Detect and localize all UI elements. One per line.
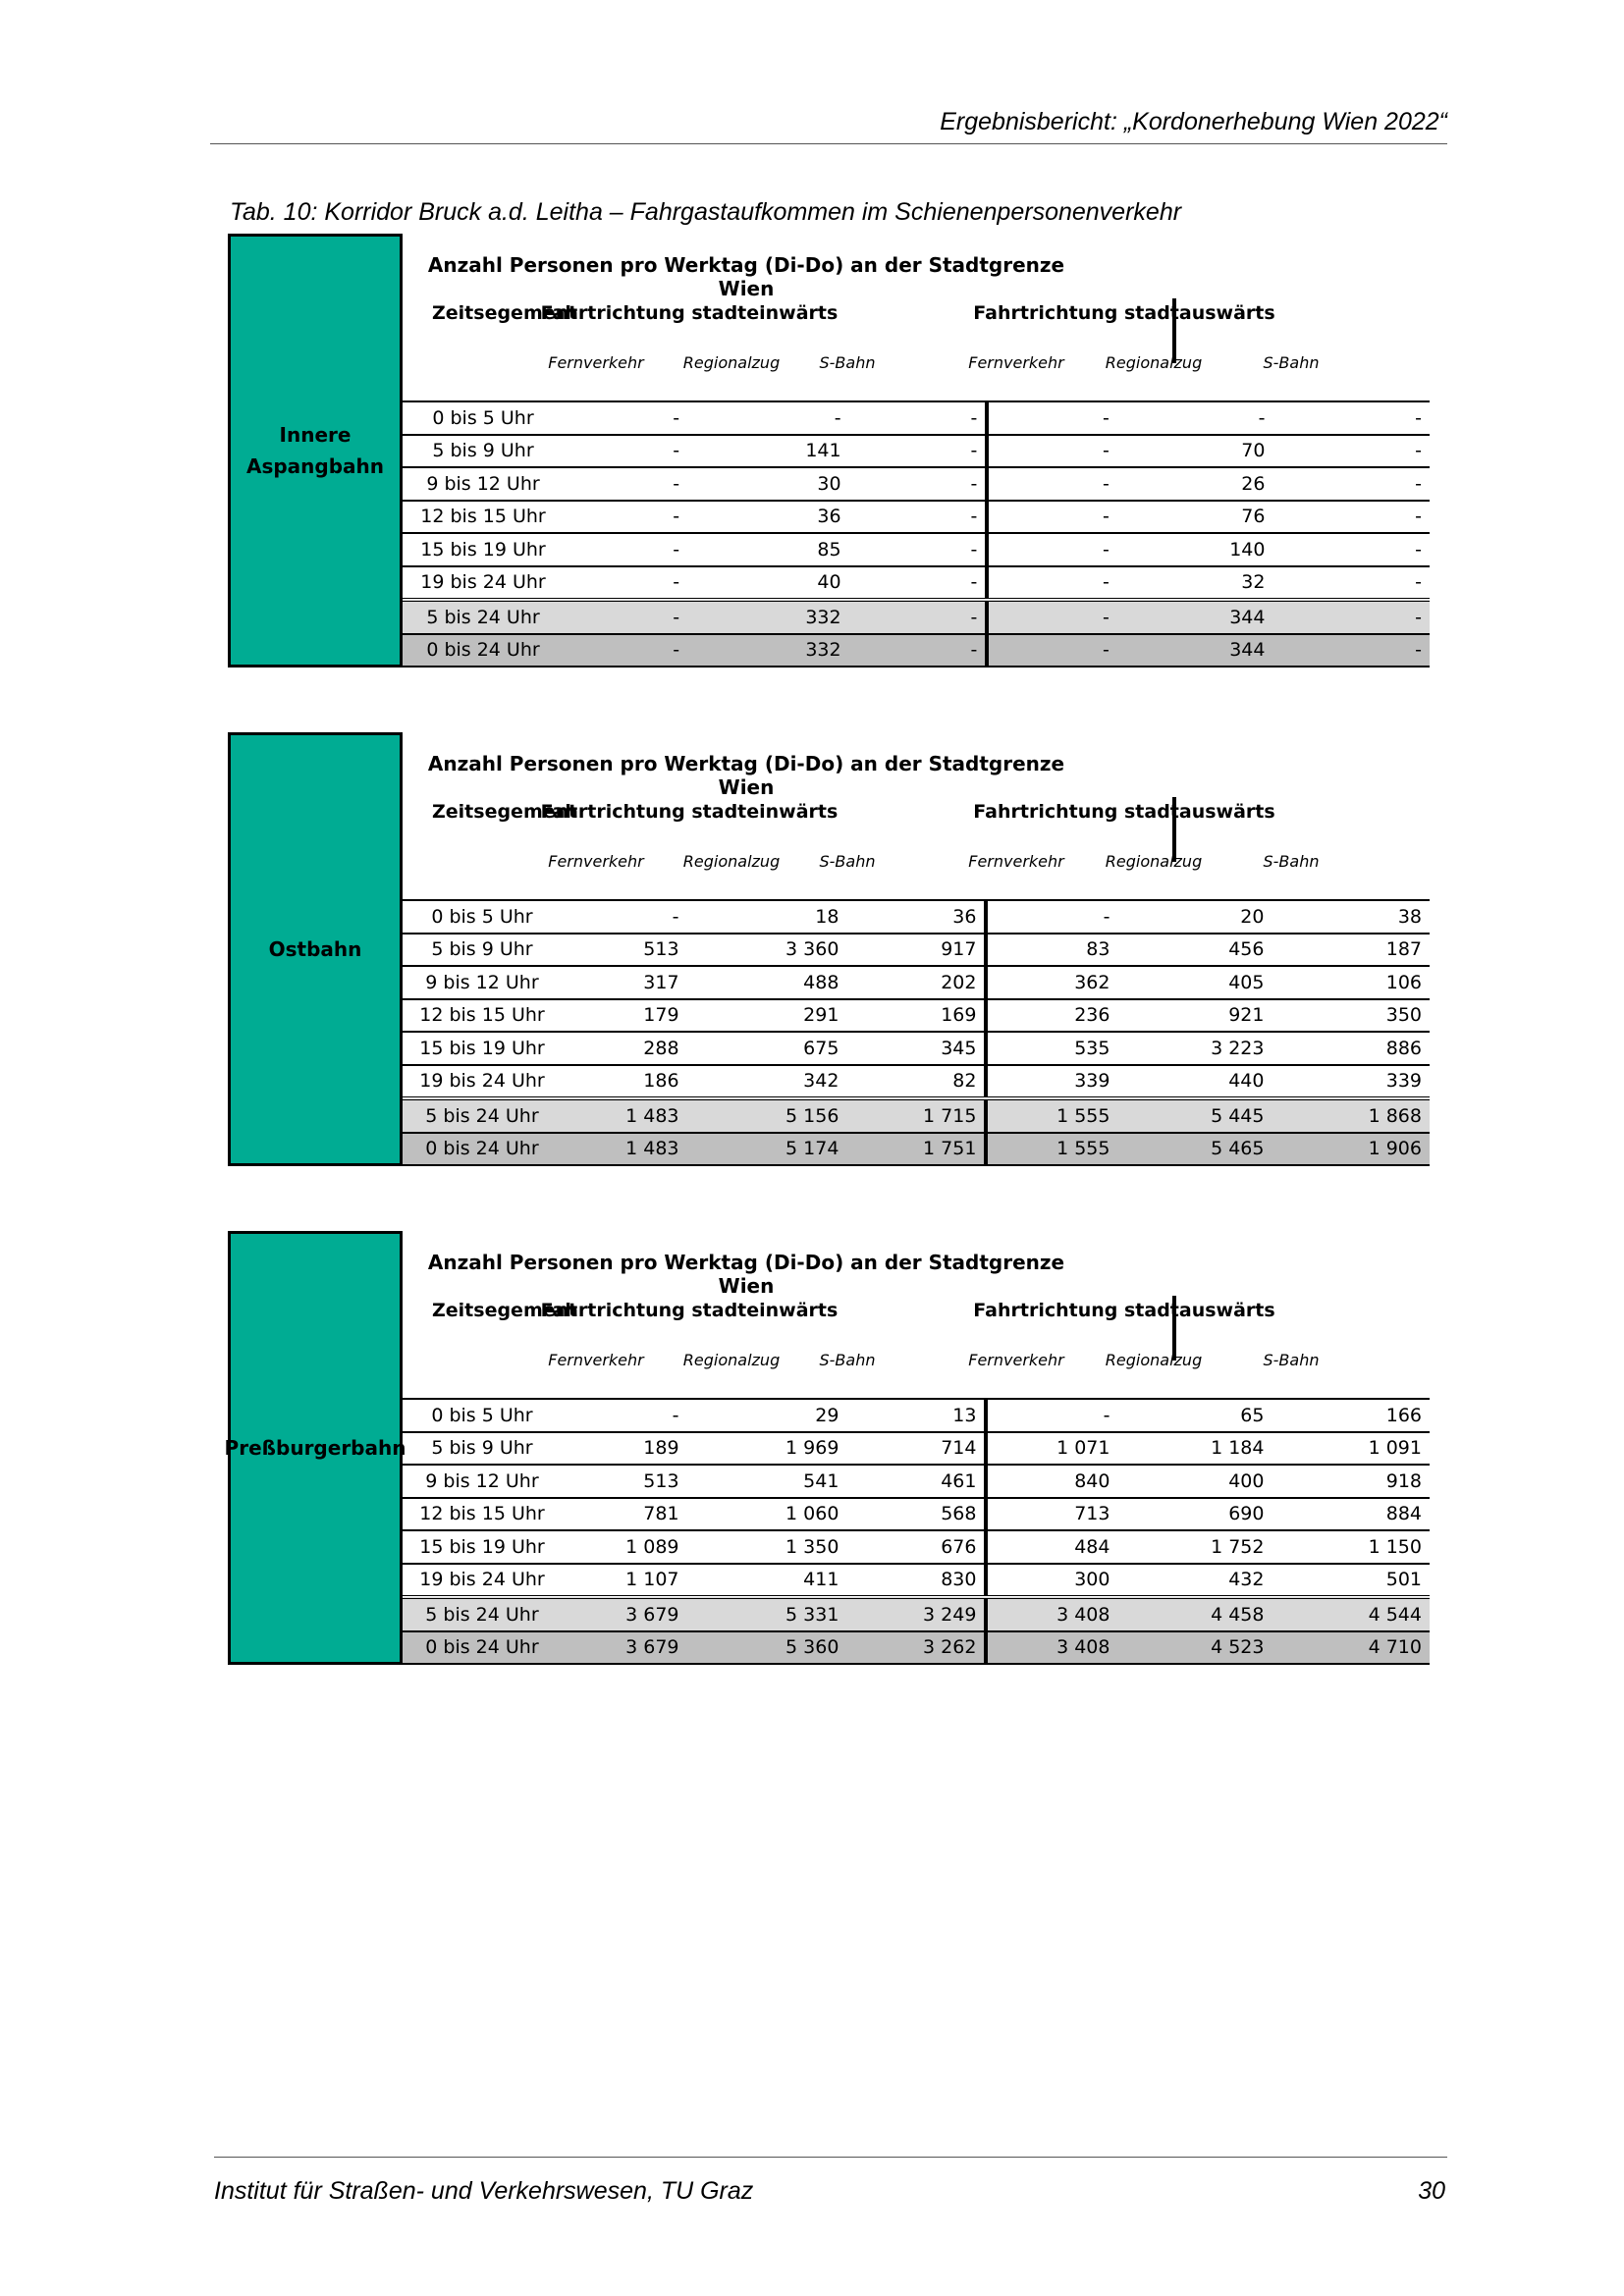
value-cell: 1 868 xyxy=(1272,1098,1430,1133)
value-cell: 513 xyxy=(562,934,709,967)
data-table xyxy=(403,1398,1430,1665)
value-cell: 1 555 xyxy=(986,1098,1134,1133)
value-cell: 362 xyxy=(986,966,1134,999)
value-cell: - xyxy=(987,401,1134,435)
value-cell: 317 xyxy=(562,966,709,999)
value-cell: 83 xyxy=(986,934,1134,967)
value-cell: 342 xyxy=(709,1065,847,1099)
mode-subheader: Regionalzug xyxy=(682,353,781,372)
value-cell: 4 523 xyxy=(1134,1631,1272,1665)
value-cell: 30 xyxy=(709,467,848,501)
value-cell: 3 679 xyxy=(562,1597,709,1631)
value-cell: 179 xyxy=(562,999,709,1033)
value-cell: 886 xyxy=(1272,1032,1430,1065)
value-cell: 13 xyxy=(846,1399,986,1432)
table-row xyxy=(403,1432,1430,1466)
table-row xyxy=(403,1399,1430,1432)
value-cell: - xyxy=(849,634,988,667)
value-cell: - xyxy=(849,401,988,435)
value-cell: 1 906 xyxy=(1272,1133,1430,1166)
value-cell: 1 752 xyxy=(1134,1530,1272,1564)
value-cell: - xyxy=(987,566,1134,601)
value-cell: 189 xyxy=(562,1432,709,1466)
value-cell: 917 xyxy=(846,934,986,967)
value-cell: 288 xyxy=(562,1032,709,1065)
value-cell: 541 xyxy=(709,1465,847,1498)
zeitsegment-cell: 15 bis 19 Uhr xyxy=(403,1530,562,1564)
value-cell: 169 xyxy=(846,999,986,1033)
mode-subheader: Regionalzug xyxy=(1105,1351,1203,1369)
value-cell: 714 xyxy=(846,1432,986,1466)
value-cell: 32 xyxy=(1134,566,1273,601)
value-cell: - xyxy=(564,467,709,501)
zeitsegment-header: Zeitsegement xyxy=(432,1300,578,1321)
mode-subheader: Fernverkehr xyxy=(968,353,1064,372)
mode-subheader: Regionalzug xyxy=(682,1351,781,1369)
table-row xyxy=(403,934,1430,967)
value-cell: 461 xyxy=(846,1465,986,1498)
zeitsegment-cell: 9 bis 12 Uhr xyxy=(403,467,564,501)
table-row xyxy=(403,1498,1430,1531)
value-cell: - xyxy=(849,600,988,634)
value-cell: 4 458 xyxy=(1134,1597,1272,1631)
table-row xyxy=(403,435,1430,468)
value-cell: - xyxy=(564,533,709,566)
value-cell: 332 xyxy=(709,634,848,667)
value-cell: 568 xyxy=(846,1498,986,1531)
value-cell: - xyxy=(987,435,1134,468)
table-title: Anzahl Personen pro Werktag (Di-Do) an der Stadtgrenze Wien xyxy=(427,752,1065,799)
table-caption: Tab. 10: Korridor Bruck a.d. Leitha – Fahrgastaufkommen im Schienenpersonenverkehr xyxy=(230,198,1182,226)
zeitsegment-cell: 19 bis 24 Uhr xyxy=(403,566,564,601)
line-name-cell xyxy=(228,732,403,1166)
value-cell: - xyxy=(564,566,709,601)
value-cell: 36 xyxy=(709,501,848,534)
header-divider xyxy=(210,143,1447,144)
table-row xyxy=(403,1530,1430,1564)
value-cell: 1 071 xyxy=(986,1432,1134,1466)
value-cell: 186 xyxy=(562,1065,709,1099)
value-cell: 344 xyxy=(1134,634,1273,667)
footer-divider xyxy=(214,2157,1447,2158)
line-name-part: Preßburgerbahn xyxy=(224,1436,406,1460)
value-cell: 1 751 xyxy=(846,1133,986,1166)
value-cell: 140 xyxy=(1134,533,1273,566)
table-row xyxy=(403,900,1430,934)
zeitsegment-cell: 0 bis 5 Uhr xyxy=(403,401,564,435)
zeitsegment-cell: 5 bis 9 Uhr xyxy=(403,435,564,468)
value-cell: 82 xyxy=(846,1065,986,1099)
value-cell: 676 xyxy=(846,1530,986,1564)
value-cell: 5 465 xyxy=(1134,1133,1272,1166)
value-cell: - xyxy=(987,634,1134,667)
zeitsegment-cell: 15 bis 19 Uhr xyxy=(403,1032,562,1065)
value-cell: 781 xyxy=(562,1498,709,1531)
mode-subheader: S-Bahn xyxy=(1263,353,1320,372)
value-cell: 26 xyxy=(1134,467,1273,501)
table-row xyxy=(403,1032,1430,1065)
value-cell: 5 445 xyxy=(1134,1098,1272,1133)
mode-subheader: S-Bahn xyxy=(819,852,876,871)
zeitsegment-cell: 5 bis 24 Uhr xyxy=(403,600,564,634)
table-row xyxy=(403,467,1430,501)
value-cell: 332 xyxy=(709,600,848,634)
value-cell: 3 679 xyxy=(562,1631,709,1665)
zeitsegment-cell: 12 bis 15 Uhr xyxy=(403,999,562,1033)
line-name-cell xyxy=(228,234,403,667)
mode-subheader: S-Bahn xyxy=(1263,1351,1320,1369)
value-cell: 501 xyxy=(1272,1564,1430,1598)
value-cell: 40 xyxy=(709,566,848,601)
value-cell: 713 xyxy=(986,1498,1134,1531)
mode-subheader: Fernverkehr xyxy=(968,852,1064,871)
zeitsegment-cell: 15 bis 19 Uhr xyxy=(403,533,564,566)
value-cell: 3 408 xyxy=(986,1597,1134,1631)
value-cell: 921 xyxy=(1134,999,1272,1033)
value-cell: 187 xyxy=(1272,934,1430,967)
direction-outbound-header: Fahrtrichtung stadtauswärts xyxy=(973,302,1275,324)
value-cell: 20 xyxy=(1134,900,1272,934)
value-cell: 85 xyxy=(709,533,848,566)
value-cell: 4 710 xyxy=(1272,1631,1430,1665)
value-cell: 405 xyxy=(1134,966,1272,999)
mode-subheader: Regionalzug xyxy=(1105,852,1203,871)
value-cell: 1 107 xyxy=(562,1564,709,1598)
value-cell: 1 555 xyxy=(986,1133,1134,1166)
value-cell: - xyxy=(1272,600,1430,634)
direction-inbound-header: Fahrtrichtung stadteinwärts xyxy=(540,1300,839,1321)
value-cell: 488 xyxy=(709,966,847,999)
value-cell: 344 xyxy=(1134,600,1273,634)
zeitsegment-cell: 0 bis 24 Uhr xyxy=(403,1133,562,1166)
line-name-part: Ostbahn xyxy=(268,937,362,961)
zeitsegment-cell: 0 bis 5 Uhr xyxy=(403,900,562,934)
value-cell: 5 156 xyxy=(709,1098,847,1133)
value-cell: 1 350 xyxy=(709,1530,847,1564)
table-row xyxy=(403,1465,1430,1498)
table-row xyxy=(403,1597,1430,1631)
value-cell: 440 xyxy=(1134,1065,1272,1099)
value-cell: 106 xyxy=(1272,966,1430,999)
direction-outbound-header: Fahrtrichtung stadtauswärts xyxy=(973,1300,1275,1321)
zeitsegment-header: Zeitsegement xyxy=(432,302,578,324)
mode-subheader: Fernverkehr xyxy=(968,1351,1064,1369)
value-cell: - xyxy=(986,900,1134,934)
value-cell: 1 184 xyxy=(1134,1432,1272,1466)
value-cell: - xyxy=(849,435,988,468)
value-cell: 65 xyxy=(1134,1399,1272,1432)
table-row xyxy=(403,1098,1430,1133)
mode-subheader: S-Bahn xyxy=(1263,852,1320,871)
value-cell: 300 xyxy=(986,1564,1134,1598)
value-cell: 690 xyxy=(1134,1498,1272,1531)
zeitsegment-cell: 0 bis 24 Uhr xyxy=(403,634,564,667)
table-row xyxy=(403,966,1430,999)
line-name-cell xyxy=(224,1231,406,1665)
value-cell: - xyxy=(564,401,709,435)
value-cell: 18 xyxy=(709,900,847,934)
zeitsegment-cell: 19 bis 24 Uhr xyxy=(403,1564,562,1598)
line-name-part: Aspangbahn xyxy=(245,454,385,478)
zeitsegment-header: Zeitsegement xyxy=(432,801,578,823)
table-header xyxy=(403,732,1430,899)
mode-subheader: Fernverkehr xyxy=(548,353,644,372)
table-row xyxy=(403,999,1430,1033)
value-cell: - xyxy=(987,600,1134,634)
value-cell: - xyxy=(1272,467,1430,501)
value-cell: 36 xyxy=(846,900,986,934)
value-cell: - xyxy=(1272,566,1430,601)
value-cell: 76 xyxy=(1134,501,1273,534)
table-row xyxy=(403,1065,1430,1099)
value-cell: 1 150 xyxy=(1272,1530,1430,1564)
corridor-table-block xyxy=(228,732,1430,1166)
value-cell: 1 483 xyxy=(562,1098,709,1133)
zeitsegment-cell: 5 bis 24 Uhr xyxy=(403,1098,562,1133)
value-cell: - xyxy=(562,900,709,934)
value-cell: 432 xyxy=(1134,1564,1272,1598)
value-cell: - xyxy=(849,467,988,501)
table-row xyxy=(403,566,1430,601)
footer-text: Institut für Straßen- und Verkehrswesen, TU Graz xyxy=(214,2177,754,2205)
value-cell: 3 408 xyxy=(986,1631,1134,1665)
table-title: Anzahl Personen pro Werktag (Di-Do) an der Stadtgrenze Wien xyxy=(427,1251,1065,1298)
value-cell: 236 xyxy=(986,999,1134,1033)
value-cell: - xyxy=(1272,401,1430,435)
value-cell: 3 223 xyxy=(1134,1032,1272,1065)
value-cell: - xyxy=(564,501,709,534)
value-cell: 70 xyxy=(1134,435,1273,468)
value-cell: 411 xyxy=(709,1564,847,1598)
value-cell: 1 715 xyxy=(846,1098,986,1133)
value-cell: - xyxy=(709,401,848,435)
value-cell: - xyxy=(987,467,1134,501)
mode-subheader: S-Bahn xyxy=(819,353,876,372)
value-cell: 3 262 xyxy=(846,1631,986,1665)
value-cell: - xyxy=(849,566,988,601)
line-name-part: Innere xyxy=(279,423,352,447)
value-cell: - xyxy=(1272,501,1430,534)
page-number: 30 xyxy=(1418,2177,1445,2205)
mode-subheader: S-Bahn xyxy=(819,1351,876,1369)
value-cell: 456 xyxy=(1134,934,1272,967)
value-cell: 484 xyxy=(986,1530,1134,1564)
value-cell: 830 xyxy=(846,1564,986,1598)
table-title: Anzahl Personen pro Werktag (Di-Do) an der Stadtgrenze Wien xyxy=(427,253,1065,300)
zeitsegment-cell: 5 bis 9 Uhr xyxy=(403,934,562,967)
mode-subheader: Regionalzug xyxy=(1105,353,1203,372)
value-cell: - xyxy=(564,435,709,468)
value-cell: 513 xyxy=(562,1465,709,1498)
value-cell: 291 xyxy=(709,999,847,1033)
value-cell: 918 xyxy=(1272,1465,1430,1498)
table-row xyxy=(403,501,1430,534)
value-cell: 1 091 xyxy=(1272,1432,1430,1466)
table-row xyxy=(403,401,1430,435)
value-cell: 5 331 xyxy=(709,1597,847,1631)
value-cell: 1 089 xyxy=(562,1530,709,1564)
value-cell: - xyxy=(987,501,1134,534)
mode-subheader: Fernverkehr xyxy=(548,852,644,871)
value-cell: - xyxy=(986,1399,1134,1432)
table-row xyxy=(403,533,1430,566)
value-cell: - xyxy=(1272,634,1430,667)
table-row xyxy=(403,1564,1430,1598)
value-cell: 141 xyxy=(709,435,848,468)
value-cell: 3 360 xyxy=(709,934,847,967)
zeitsegment-cell: 5 bis 24 Uhr xyxy=(403,1597,562,1631)
direction-inbound-header: Fahrtrichtung stadteinwärts xyxy=(540,302,839,324)
value-cell: - xyxy=(562,1399,709,1432)
table-header xyxy=(403,1231,1430,1398)
value-cell: 339 xyxy=(986,1065,1134,1099)
value-cell: 1 969 xyxy=(709,1432,847,1466)
value-cell: - xyxy=(564,600,709,634)
value-cell: - xyxy=(1272,533,1430,566)
corridor-table-block xyxy=(224,1231,1430,1665)
value-cell: 38 xyxy=(1272,900,1430,934)
zeitsegment-cell: 5 bis 9 Uhr xyxy=(403,1432,562,1466)
value-cell: 400 xyxy=(1134,1465,1272,1498)
table-row xyxy=(403,1133,1430,1166)
table-row xyxy=(403,1631,1430,1665)
zeitsegment-cell: 0 bis 5 Uhr xyxy=(403,1399,562,1432)
mode-subheader: Fernverkehr xyxy=(548,1351,644,1369)
value-cell: 350 xyxy=(1272,999,1430,1033)
corridor-table-block xyxy=(228,234,1430,667)
value-cell: 884 xyxy=(1272,1498,1430,1531)
value-cell: 5 360 xyxy=(709,1631,847,1665)
direction-inbound-header: Fahrtrichtung stadteinwärts xyxy=(540,801,839,823)
table-row xyxy=(403,600,1430,634)
value-cell: 5 174 xyxy=(709,1133,847,1166)
zeitsegment-cell: 12 bis 15 Uhr xyxy=(403,501,564,534)
data-table xyxy=(403,899,1430,1166)
zeitsegment-cell: 0 bis 24 Uhr xyxy=(403,1631,562,1665)
running-header: Ergebnisbericht: „Kordonerhebung Wien 2022“ xyxy=(940,108,1447,135)
value-cell: 1 060 xyxy=(709,1498,847,1531)
value-cell: 675 xyxy=(709,1032,847,1065)
value-cell: 339 xyxy=(1272,1065,1430,1099)
value-cell: 840 xyxy=(986,1465,1134,1498)
value-cell: - xyxy=(849,533,988,566)
value-cell: - xyxy=(1272,435,1430,468)
value-cell: 345 xyxy=(846,1032,986,1065)
data-table xyxy=(403,400,1430,667)
value-cell: 202 xyxy=(846,966,986,999)
value-cell: 535 xyxy=(986,1032,1134,1065)
value-cell: - xyxy=(987,533,1134,566)
value-cell: 4 544 xyxy=(1272,1597,1430,1631)
value-cell: 29 xyxy=(709,1399,847,1432)
zeitsegment-cell: 19 bis 24 Uhr xyxy=(403,1065,562,1099)
value-cell: - xyxy=(1134,401,1273,435)
value-cell: - xyxy=(564,634,709,667)
table-header xyxy=(403,234,1430,400)
direction-outbound-header: Fahrtrichtung stadtauswärts xyxy=(973,801,1275,823)
zeitsegment-cell: 12 bis 15 Uhr xyxy=(403,1498,562,1531)
value-cell: - xyxy=(849,501,988,534)
value-cell: 1 483 xyxy=(562,1133,709,1166)
value-cell: 166 xyxy=(1272,1399,1430,1432)
zeitsegment-cell: 9 bis 12 Uhr xyxy=(403,1465,562,1498)
mode-subheader: Regionalzug xyxy=(682,852,781,871)
zeitsegment-cell: 9 bis 12 Uhr xyxy=(403,966,562,999)
table-row xyxy=(403,634,1430,667)
value-cell: 3 249 xyxy=(846,1597,986,1631)
